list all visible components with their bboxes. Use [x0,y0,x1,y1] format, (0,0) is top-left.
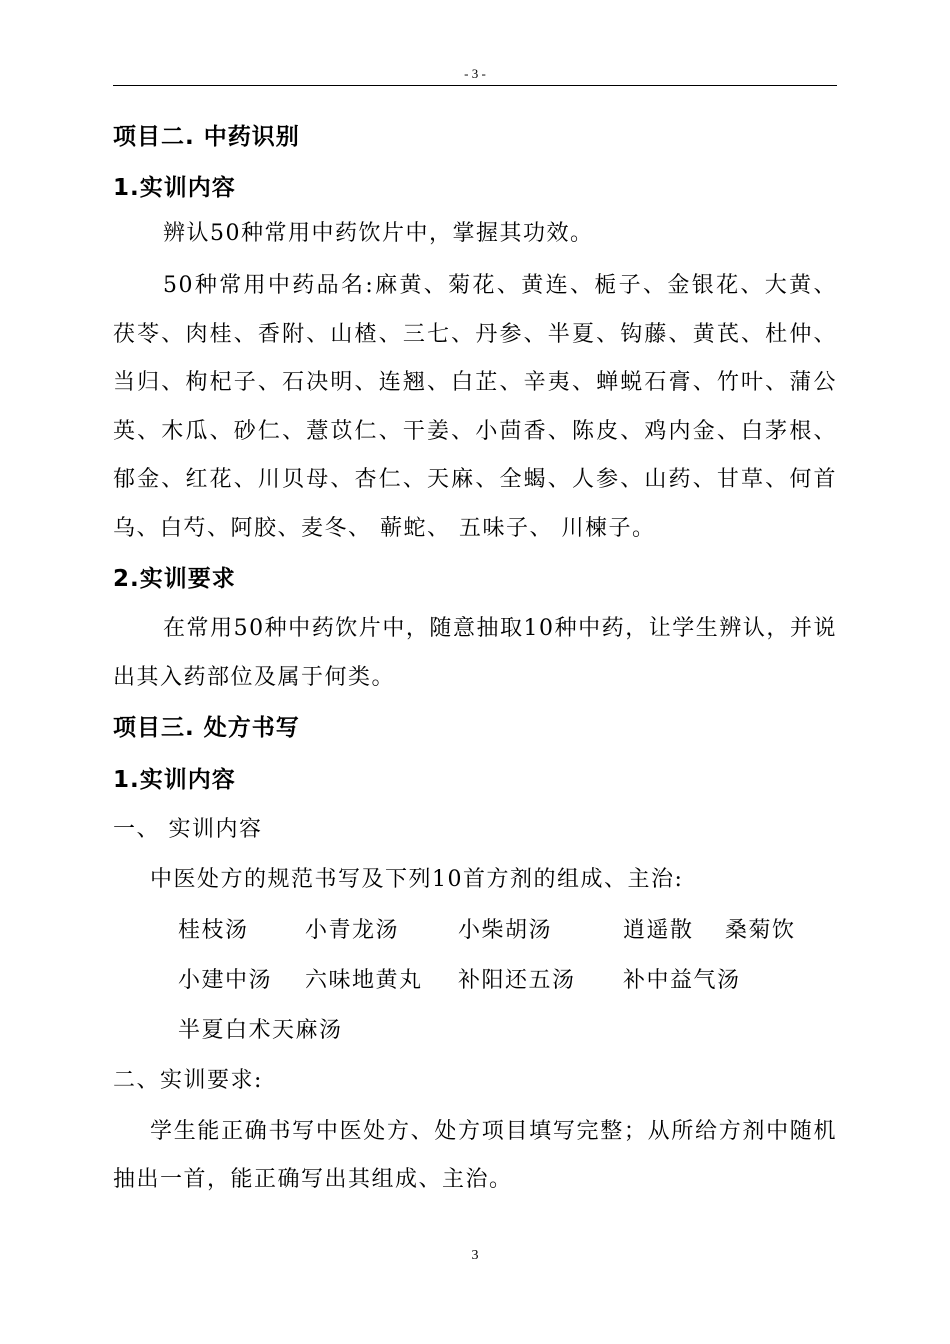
formula-item: 桂枝汤 [178,918,249,943]
formula-item: 小青龙汤 [305,918,400,943]
formula-row-3 [113,1006,837,1056]
header-page-label: - 3 - [464,66,486,81]
document-body [113,112,837,1204]
formula-item: 六味地黄丸 [305,968,423,993]
formula-row-2 [113,956,837,1006]
section-title-prescription: 项目三. 处方书写 [113,715,300,741]
formula-row-1 [113,906,837,956]
paragraph-requirements-prescription: 学生能正确书写中医处方、处方项目填写完整；从所给方剂中随机抽出一首，能正确写出其组成、主治。 [113,1119,837,1192]
subheading-training-requirements: 二、实训要求: [113,1068,263,1093]
footer-page-number: 3 [471,1248,479,1263]
formula-item: 小建中汤 [178,968,273,993]
subheading-training-content: 一、 实训内容 [113,817,263,842]
heading-training-content-2: 1.实训内容 [113,767,236,793]
formula-item: 小柴胡汤 [458,918,553,943]
formula-item: 半夏白术天麻汤 [178,1018,343,1043]
formula-item: 补阳还五汤 [458,968,576,993]
heading-training-content-1: 1.实训内容 [113,175,236,201]
header-rule [113,85,837,86]
formula-item: 逍遥散 [623,918,694,943]
formula-item: 补中益气汤 [623,968,741,993]
paragraph-requirements-herbs: 在常用50种中药饮片中，随意抽取10种中药，让学生辨认，并说出其入药部位及属于何类。 [113,616,837,690]
paragraph-prescription-intro: 中医处方的规范书写及下列10首方剂的组成、主治: [150,867,684,892]
section-title-identification: 项目二. 中药识别 [113,124,300,150]
paragraph-identify-herbs: 辨认50种常用中药饮片中，掌握其功效。 [163,221,594,246]
paragraph-herb-list: 50种常用中药品名:麻黄、菊花、黄连、栀子、金银花、大黄、茯苓、肉桂、香附、山楂、三七、丹参、半夏、钩藤、黄芪、杜仲、当归、枸杞子、石决明、连翘、白芷、辛夷、蝉蜕石膏、竹叶、蒲公英、木瓜、砂仁、薏苡仁、干姜、小茴香、陈皮、鸡内金、白茅根、郁金、红花、川贝母、杏仁、天麻、全蝎、人参、山药、甘草、何首乌、白芍、阿胶、麦冬、 蕲蛇、 五味子、 川楝子。 [113,273,837,541]
formula-item: 桑菊饮 [725,918,796,943]
heading-training-requirements-1: 2.实训要求 [113,566,236,592]
